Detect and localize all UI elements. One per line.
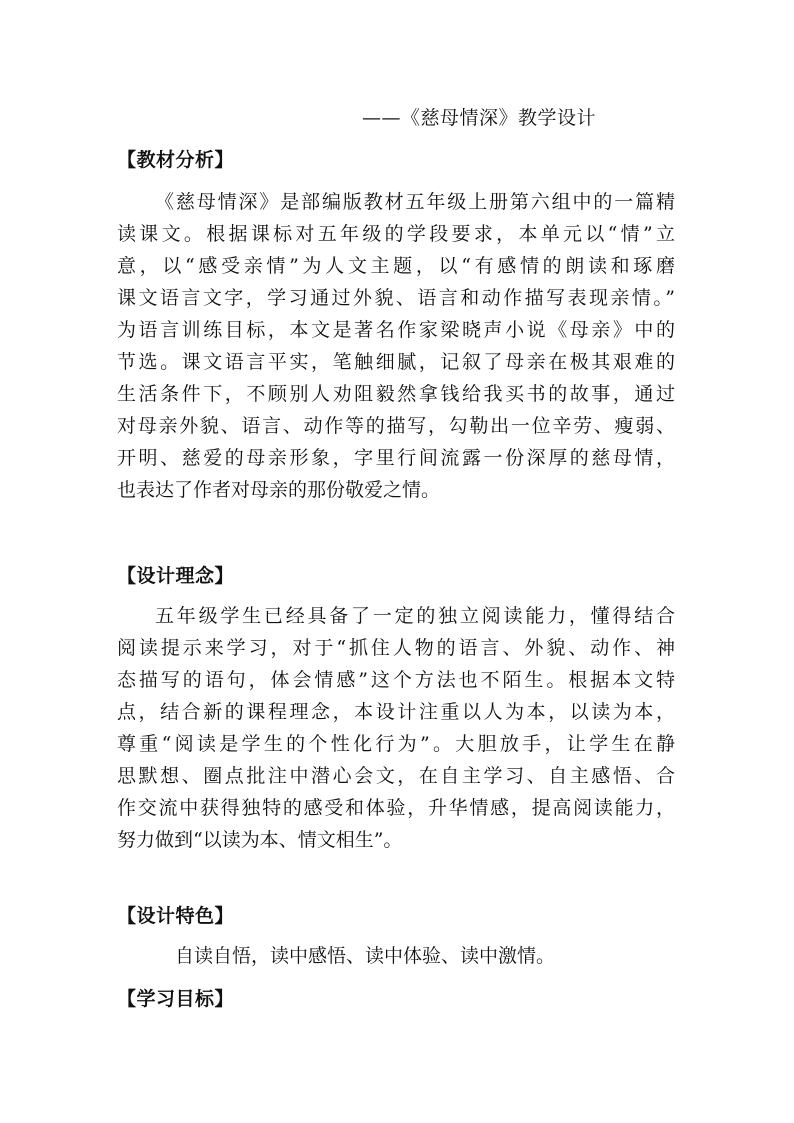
paragraph-line: 为语言训练目标，本文是著名作家梁晓声小说《母亲》中的	[117, 319, 675, 341]
section-heading-design-concept: 【设计理念】	[117, 565, 235, 587]
section-heading-learning-goals: 【学习目标】	[117, 988, 235, 1010]
paragraph-line: 阅读提示来学习，对于“抓住人物的语言、外貌、动作、神	[117, 637, 675, 659]
paragraph-line: 五年级学生已经具备了一定的独立阅读能力，懂得结合	[155, 605, 675, 627]
paragraph-line: 《慈母情深》是部编版教材五年级上册第六组中的一篇精	[155, 191, 675, 213]
paragraph-line: 也表达了作者对母亲的那份敬爱之情。	[117, 479, 441, 501]
section-heading-design-features: 【设计特色】	[117, 905, 235, 927]
paragraph-design-features	[117, 940, 675, 972]
paragraph-line: 节选。课文语言平实，笔触细腻，记叙了母亲在极其艰难的	[117, 351, 675, 373]
document-subtitle: ——《慈母情深》教学设计	[362, 107, 597, 129]
paragraph-line: 自读自悟，读中感悟、读中体验、读中激情。	[175, 945, 556, 967]
paragraph-line: 努力做到“以读为本、情文相生”。	[117, 829, 403, 851]
paragraph-line: 作交流中获得独特的感受和体验，升华情感，提高阅读能力，	[117, 797, 675, 819]
paragraph-line: 读课文。根据课标对五年级的学段要求，本单元以“情”立	[117, 223, 675, 245]
paragraph-line: 对母亲外貌、语言、动作等的描写，勾勒出一位辛劳、瘦弱、	[117, 415, 675, 437]
paragraph-line: 生活条件下，不顾别人劝阻毅然拿钱给我买书的故事，通过	[117, 383, 675, 405]
paragraph-line: 尊重“阅读是学生的个性化行为”。大胆放手，让学生在静	[117, 733, 675, 755]
paragraph-line: 态描写的语句，体会情感”这个方法也不陌生。根据本文特	[117, 669, 675, 691]
paragraph-line: 开明、慈爱的母亲形象，字里行间流露一份深厚的慈母情，	[117, 447, 675, 469]
paragraph-line: 点，结合新的课程理念，本设计注重以人为本，以读为本，	[117, 701, 675, 723]
section-heading-textbook-analysis: 【教材分析】	[117, 149, 235, 171]
paragraph-line: 课文语言文字，学习通过外貌、语言和动作描写表现亲情。”	[117, 287, 675, 309]
paragraph-line: 思默想、圈点批注中潜心会文，在自主学习、自主感悟、合	[117, 765, 675, 787]
paragraph-textbook-analysis	[117, 186, 675, 506]
paragraph-line: 意，以“感受亲情”为人文主题，以“有感情的朗读和琢磨	[117, 255, 675, 277]
paragraph-design-concept	[117, 600, 675, 856]
